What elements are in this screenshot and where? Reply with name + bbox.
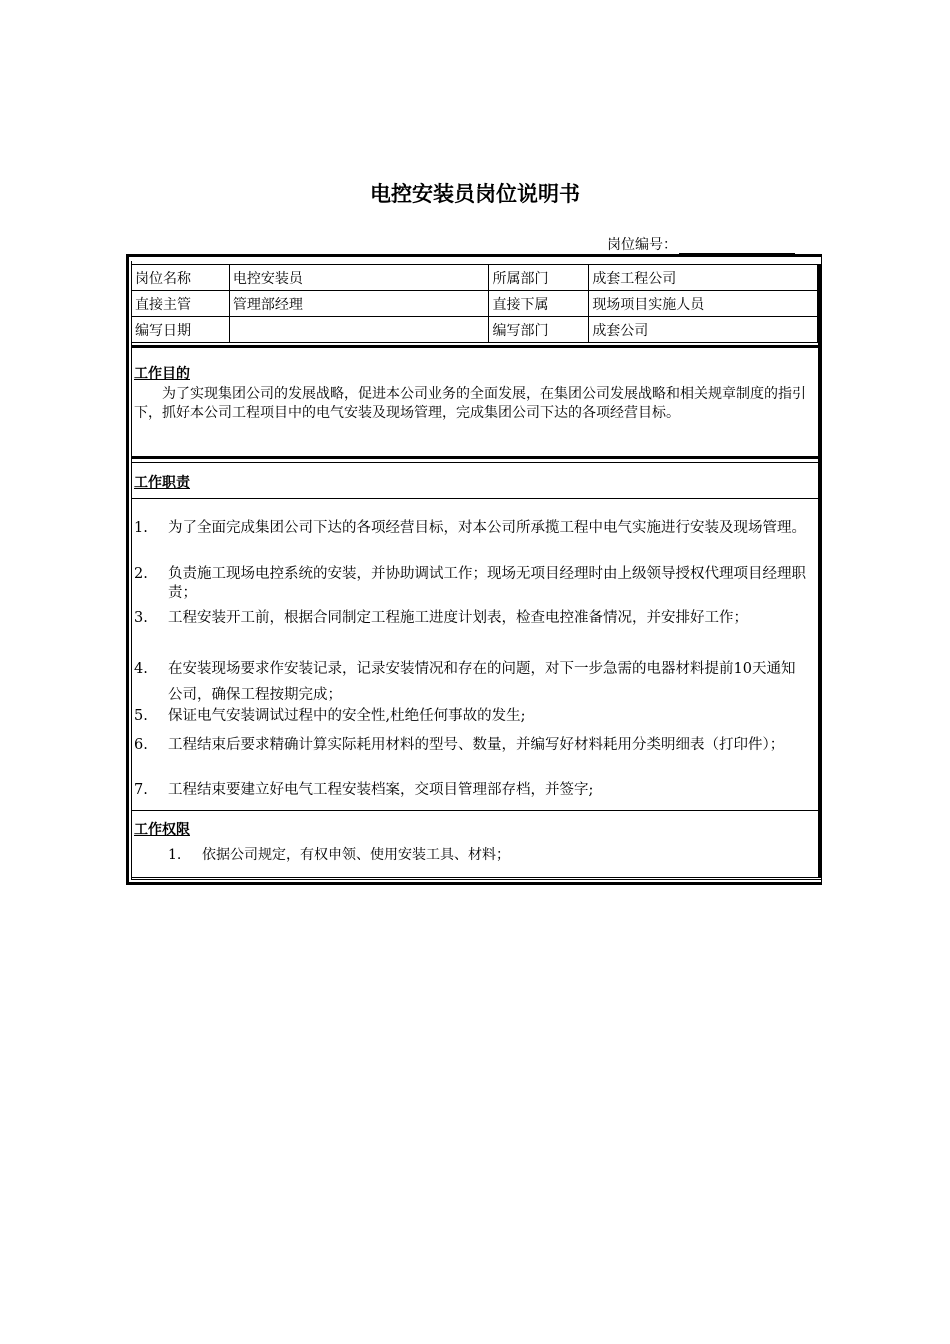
section-divider xyxy=(131,810,821,811)
purpose-text: 为了实现集团公司的发展战略，促进本公司业务的全面发展，在集团公司发展战略和相关规章制度的指引下，抓好本公司工程项目中的电气安装及现场管理，完成集团公司下达的各项经营目标。 xyxy=(134,386,806,421)
value-department: 成套工程公司 xyxy=(589,265,818,291)
value-write-department: 成套公司 xyxy=(589,317,818,343)
duty-text: 保证电气安装调试过程中的安全性,杜绝任何事故的发生; xyxy=(168,708,526,724)
duties-title: 工作职责 xyxy=(134,475,190,491)
authority-text: 依据公司规定，有权申领、使用安装工具、材料； xyxy=(202,847,510,863)
duty-text: 在安装现场要求作安装记录，记录安装情况和存在的问题，对下一步急需的电器材料提前10天通知公司，确保工程按期完成； xyxy=(168,661,796,703)
label-supervisor: 直接主管 xyxy=(132,291,230,317)
value-subordinates: 现场项目实施人员 xyxy=(589,291,818,317)
section-divider xyxy=(131,877,821,878)
value-position-name: 电控安装员 xyxy=(229,265,489,291)
duty-number: 2. xyxy=(134,566,148,582)
form-right-border xyxy=(818,264,821,878)
value-write-date xyxy=(229,317,489,343)
section-divider xyxy=(131,345,821,348)
position-code-blank xyxy=(679,239,795,254)
authority-title: 工作权限 xyxy=(134,822,190,838)
duty-text: 工程结束后要求精确计算实际耗用材料的型号、数量，并编写好材料耗用分类明细表（打印件）； xyxy=(168,737,785,753)
position-code xyxy=(607,234,795,254)
info-row xyxy=(132,317,818,343)
authority-item xyxy=(168,844,510,864)
duty-text: 工程结束要建立好电气工程安装档案，交项目管理部存档，并签字; xyxy=(168,782,594,798)
duty-text: 工程安装开工前，根据合同制定工程施工进度计划表，检查电控准备情况，并安排好工作； xyxy=(168,610,748,626)
label-department: 所属部门 xyxy=(489,265,589,291)
section-divider xyxy=(131,456,821,459)
duty-number: 7. xyxy=(134,782,148,798)
authority-number: 1. xyxy=(168,847,182,863)
duty-number: 3. xyxy=(134,610,148,626)
purpose-title: 工作目的 xyxy=(134,366,190,382)
section-divider xyxy=(131,498,821,499)
duty-text: 为了全面完成集团公司下达的各项经营目标，对本公司所承揽工程中电气实施进行安装及现场管理。 xyxy=(168,520,806,536)
position-code-label: 岗位编号： xyxy=(607,237,677,253)
info-row xyxy=(132,265,818,291)
section-divider xyxy=(131,462,821,463)
info-table xyxy=(131,264,818,343)
label-position-name: 岗位名称 xyxy=(132,265,230,291)
duty-number: 4. xyxy=(134,661,148,677)
duty-number: 5. xyxy=(134,708,148,724)
value-supervisor: 管理部经理 xyxy=(229,291,489,317)
label-write-date: 编写日期 xyxy=(132,317,230,343)
duty-number: 6. xyxy=(134,737,148,753)
label-subordinates: 直接下属 xyxy=(489,291,589,317)
label-write-department: 编写部门 xyxy=(489,317,589,343)
duty-number: 1. xyxy=(134,520,148,536)
duty-text: 负责施工现场电控系统的安装，并协助调试工作；现场无项目经理时由上级领导授权代理项目经理职责； xyxy=(168,566,806,601)
info-row xyxy=(132,291,818,317)
document-title: 电控安装员岗位说明书 xyxy=(370,182,580,206)
